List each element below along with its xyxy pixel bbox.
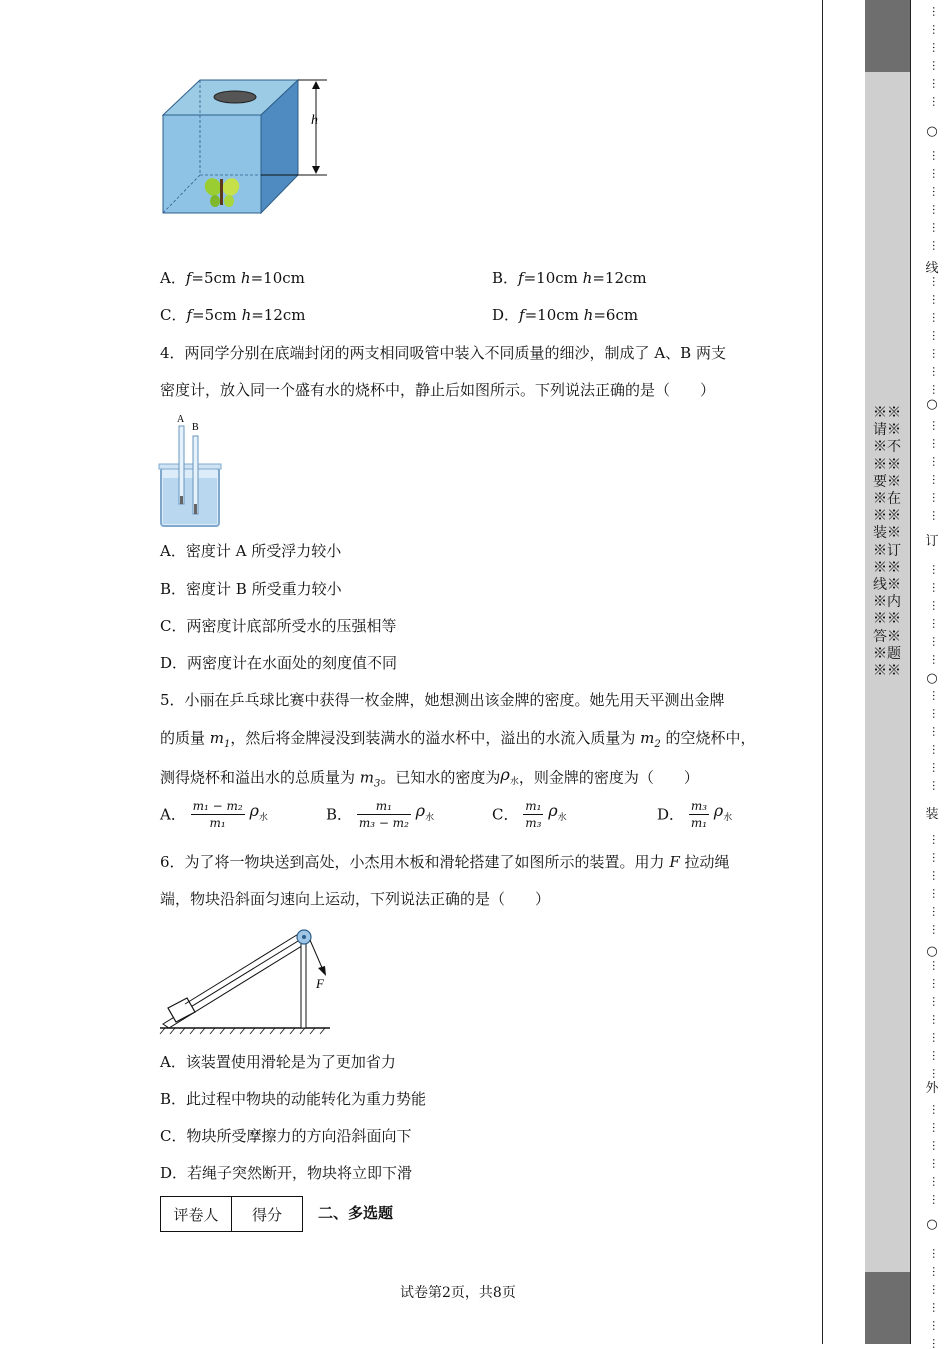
q5-option-d: D． $\frac{\text{m₃}}{\text{m₁}}$ $\rho_水$	[657, 799, 733, 830]
svg-text:B: B	[192, 422, 199, 433]
binding-dot: …	[930, 762, 943, 773]
binding-dot: …	[930, 924, 943, 935]
binding-dot: …	[930, 24, 943, 35]
binding-dot: …	[930, 906, 943, 917]
binding-dot: …	[930, 708, 943, 719]
binding-dot: …	[930, 1320, 943, 1331]
binding-dot: …	[930, 654, 943, 665]
binding-circle: ○	[926, 1217, 938, 1232]
binding-strip-right-border	[910, 0, 911, 1344]
binding-dot: …	[930, 888, 943, 899]
binding-dot: …	[930, 240, 943, 251]
binding-dot: …	[930, 186, 943, 197]
binding-dot: …	[930, 150, 943, 161]
q5-option-c: C． $\frac{\text{m₁}}{\text{m₃}}$ $\rho_水$	[492, 799, 567, 830]
binding-dot: …	[930, 1122, 943, 1133]
binding-dot: …	[930, 1194, 943, 1205]
binding-warning-text: ※※请※※不※※要※※在※※装※※订※※线※※内※※答※※题※※	[873, 405, 901, 680]
binding-dot: …	[930, 42, 943, 53]
binding-dot: …	[930, 1104, 943, 1115]
binding-dot: …	[930, 294, 943, 305]
binding-dot: …	[930, 60, 943, 71]
binding-strip-top-block	[865, 0, 910, 72]
binding-dot: …	[930, 78, 943, 89]
binding-dot: …	[930, 1284, 943, 1295]
score-table	[160, 1196, 303, 1232]
binding-dot: …	[930, 1158, 943, 1169]
q3-option-a: A．f=5cm h=10cm	[160, 269, 305, 287]
binding-dot: …	[930, 1032, 943, 1043]
binding-char-xian: 线	[925, 261, 939, 276]
binding-dot: …	[930, 618, 943, 629]
binding-dot: …	[930, 330, 943, 341]
q4-stem-line2: 密度计，放入同一个盛有水的烧杯中，静止后如图所示。下列说法正确的是（ ）	[160, 381, 716, 399]
binding-dot: …	[930, 1068, 943, 1079]
page-footer: 试卷第2页，共8页	[400, 1285, 516, 1301]
binding-dot: …	[930, 1140, 943, 1151]
binding-dot: …	[930, 960, 943, 971]
binding-dot: …	[930, 600, 943, 611]
binding-dot: …	[930, 366, 943, 377]
binding-dot: …	[930, 384, 943, 395]
q4-stem-line1: 4．两同学分别在底端封闭的两支相同吸管中装入不同质量的细沙，制成了 A、B 两支	[160, 344, 726, 362]
binding-dot: …	[930, 1014, 943, 1025]
q4-option-d: D．两密度计在水面处的刻度值不同	[160, 654, 398, 672]
binding-dot: …	[930, 1338, 943, 1349]
binding-dot: …	[930, 852, 943, 863]
q5-option-a: A． $\frac{\text{m₁ − m₂}}{\text{m₁}}$ $\rho_水$	[160, 799, 268, 830]
binding-dot: …	[930, 744, 943, 755]
binding-dot: …	[930, 834, 943, 845]
binding-dot: …	[930, 1302, 943, 1313]
binding-dot: …	[930, 726, 943, 737]
binding-circle: ○	[926, 124, 938, 139]
binding-dot: …	[930, 1176, 943, 1187]
q5-stem-line1: 5．小丽在乒乓球比赛中获得一枚金牌，她想测出该金牌的密度。她先用天平测出金牌	[160, 691, 725, 709]
q4-option-a: A．密度计 A 所受浮力较小	[160, 542, 342, 560]
binding-dot: …	[930, 96, 943, 107]
q6-option-d: D．若绳子突然断开，物块将立即下滑	[160, 1164, 413, 1182]
q3-option-d: D．f=10cm h=6cm	[492, 306, 639, 324]
binding-dot: …	[930, 564, 943, 575]
binding-dot: …	[930, 168, 943, 179]
binding-dot: …	[930, 492, 943, 503]
binding-dot: …	[930, 204, 943, 215]
q6-option-a: A．该装置使用滑轮是为了更加省力	[160, 1053, 396, 1071]
binding-char-ding: 订	[925, 534, 939, 549]
binding-char-wai: 外	[925, 1081, 939, 1096]
svg-text:F: F	[316, 976, 324, 991]
q6-stem-line2: 端，物块沿斜面匀速向上运动，下列说法正确的是（ ）	[160, 890, 551, 908]
binding-dot: …	[930, 636, 943, 647]
binding-dot: …	[930, 312, 943, 323]
q6-option-b: B．此过程中物块的动能转化为重力势能	[160, 1090, 427, 1108]
svg-text:A: A	[177, 414, 185, 425]
q5-option-b: B． $\frac{\text{m₁}}{\text{m₃ − m₂}}$ $\rho_水$	[326, 799, 435, 830]
q4-option-b: B．密度计 B 所受重力较小	[160, 580, 342, 598]
binding-dot: …	[930, 276, 943, 287]
binding-dot: …	[930, 582, 943, 593]
svg-text:h: h	[311, 113, 318, 128]
box-figure	[155, 75, 345, 225]
binding-dot: …	[930, 474, 943, 485]
binding-dot: …	[930, 348, 943, 359]
binding-dot: …	[930, 690, 943, 701]
binding-dot: …	[930, 438, 943, 449]
binding-circle: ○	[926, 944, 938, 959]
binding-char-zhuang: 装	[925, 807, 939, 822]
q5-stem-line3: 测得烧杯和溢出水的总质量为 $m_3$。已知水的密度为$\rho_水$，则金牌的密度为（ ）	[160, 765, 699, 790]
score-cell: 得分	[232, 1197, 303, 1232]
binding-circle: ○	[926, 397, 938, 412]
grader-cell: 评卷人	[161, 1197, 232, 1232]
binding-dot: …	[930, 870, 943, 881]
q4-option-c: C．两密度计底部所受水的压强相等	[160, 617, 397, 635]
binding-dot: …	[930, 780, 943, 791]
binding-strip-bottom-block	[865, 1272, 910, 1344]
q3-option-c: C．f=5cm h=12cm	[160, 306, 306, 324]
binding-dot: …	[930, 1266, 943, 1277]
beaker-figure	[155, 408, 225, 530]
binding-circle: ○	[926, 671, 938, 686]
binding-strip-left-border	[822, 0, 823, 1344]
binding-dot: …	[930, 1050, 943, 1061]
binding-dot: …	[930, 1248, 943, 1259]
section-title: 二、多选题	[318, 1204, 394, 1222]
binding-dot: …	[930, 222, 943, 233]
binding-dot: …	[930, 6, 943, 17]
incline-pulley-figure	[155, 924, 340, 1036]
q6-option-c: C．物块所受摩擦力的方向沿斜面向下	[160, 1127, 412, 1145]
binding-dot: …	[930, 996, 943, 1007]
binding-dot: …	[930, 510, 943, 521]
binding-dot: …	[930, 456, 943, 467]
binding-dot: …	[930, 978, 943, 989]
q3-option-b: B．f=10cm h=12cm	[492, 269, 647, 287]
binding-dot: …	[930, 420, 943, 431]
q6-stem-line1: 6．为了将一物块送到高处，小杰用木板和滑轮搭建了如图所示的装置。用力 F 拉动绳	[160, 853, 730, 871]
q5-stem-line2: 的质量 $m_1$，然后将金牌浸没到装满水的溢水杯中，溢出的水流入质量为 $m_2$ 的空烧杯中，	[160, 729, 756, 750]
